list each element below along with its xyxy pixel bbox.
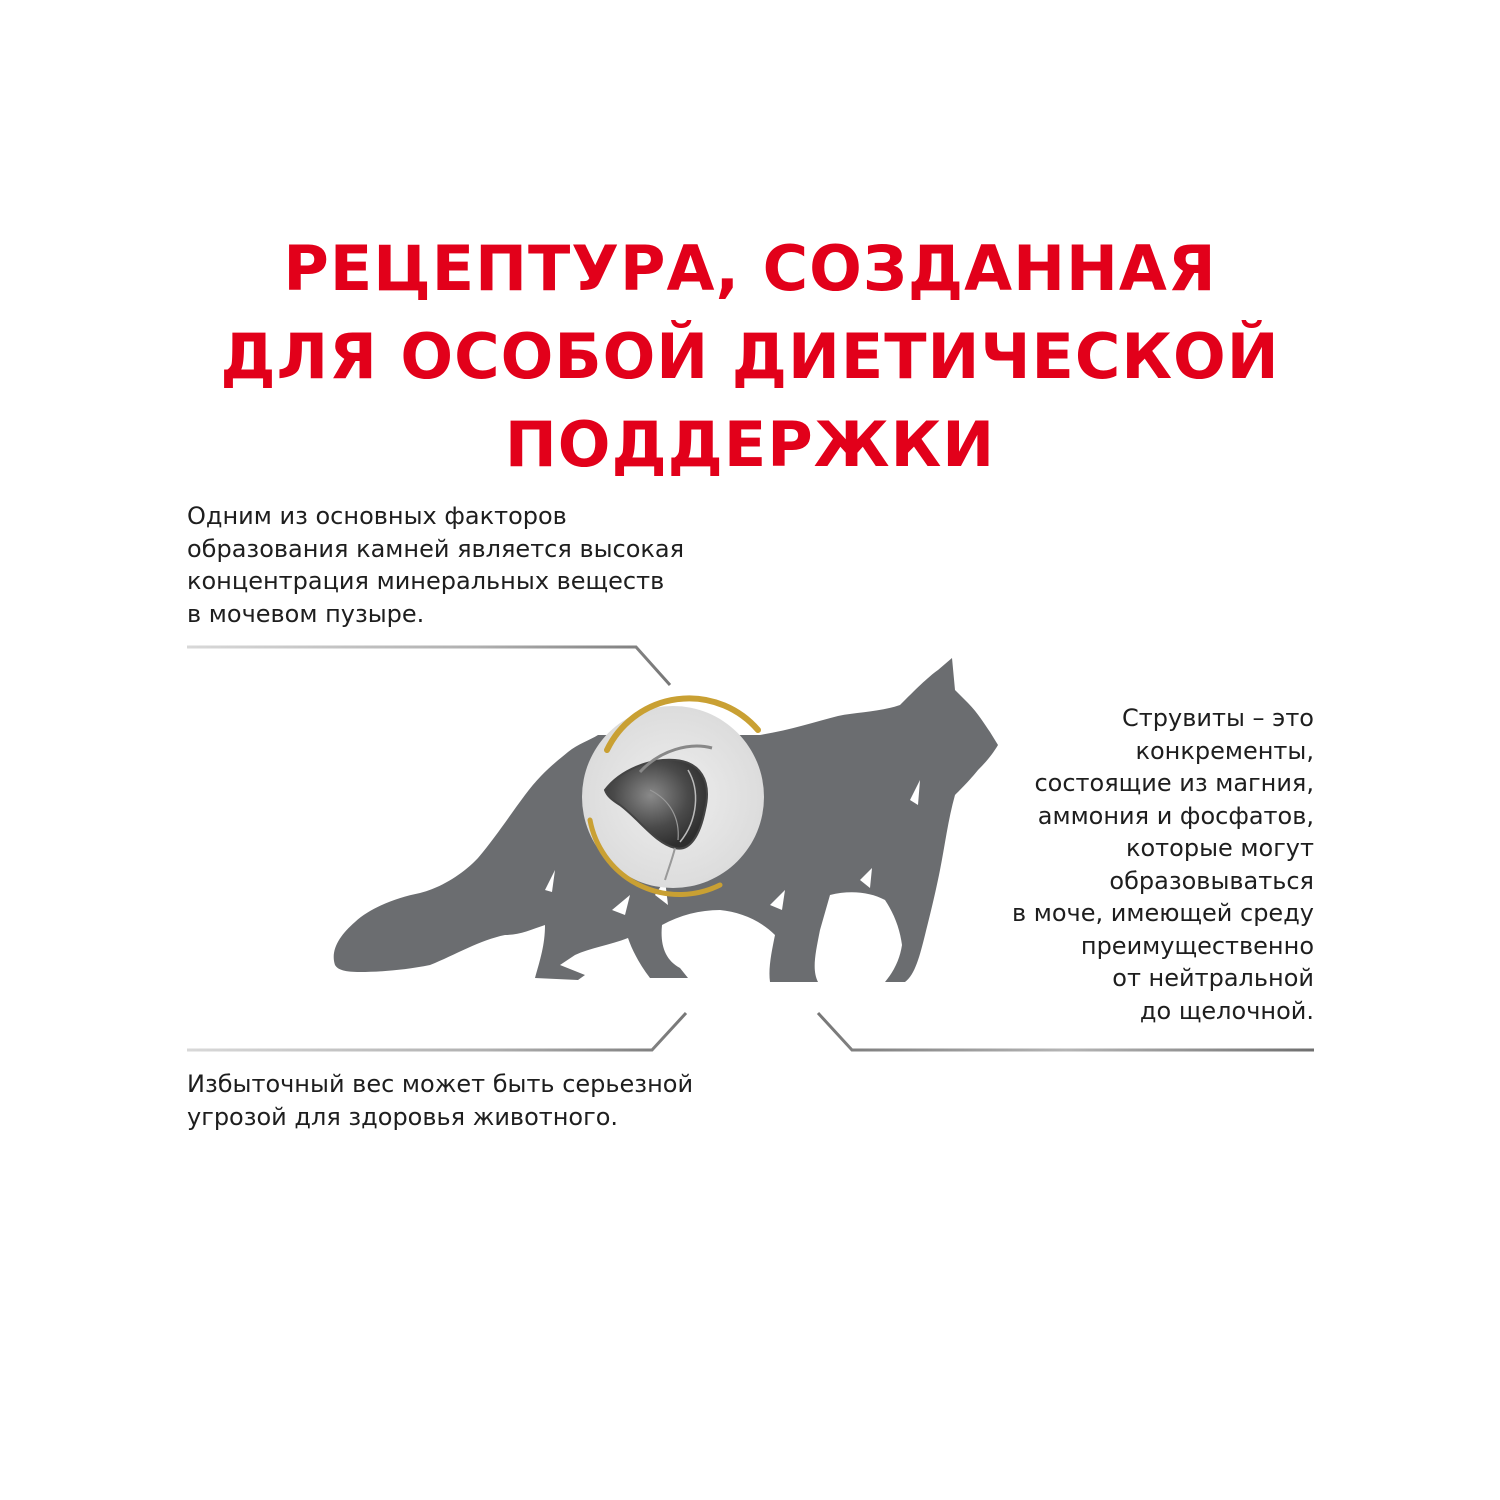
note-line: в моче, имеющей среду bbox=[1011, 899, 1314, 927]
note-line: Одним из основных факторов bbox=[187, 502, 567, 530]
note-line: Струвиты – это bbox=[1122, 704, 1314, 732]
note-line: состоящие из магния, bbox=[1034, 769, 1314, 797]
title-line: ДЛЯ ОСОБОЙ ДИЕТИЧЕСКОЙ bbox=[220, 319, 1280, 393]
note-line: которые могут bbox=[1125, 834, 1314, 862]
note-line: до щелочной. bbox=[1139, 996, 1314, 1025]
title-line: ПОДДЕРЖКИ bbox=[504, 407, 996, 481]
note-line: преимущественно bbox=[1080, 931, 1314, 960]
note-line: в мочевом пузыре. bbox=[187, 599, 425, 628]
callout-line-top bbox=[187, 647, 670, 685]
note-line: Избыточный вес может быть серьезной bbox=[187, 1070, 694, 1098]
note-line: концентрация минеральных веществ bbox=[187, 567, 665, 595]
callout-line-bottom-left bbox=[187, 1013, 686, 1050]
callout-line-bottom-right bbox=[818, 1013, 1314, 1050]
note-line: угрозой для здоровья животного. bbox=[187, 1102, 619, 1131]
note-line: от нейтральной bbox=[1112, 964, 1314, 992]
note-line: образовываться bbox=[1109, 866, 1314, 895]
title-line: РЕЦЕПТУРА, СОЗДАННАЯ bbox=[283, 231, 1217, 305]
note-line: образования камней является высокая bbox=[187, 534, 685, 563]
note-line: конкременты, bbox=[1135, 736, 1314, 765]
note-line: аммония и фосфатов, bbox=[1037, 801, 1314, 830]
